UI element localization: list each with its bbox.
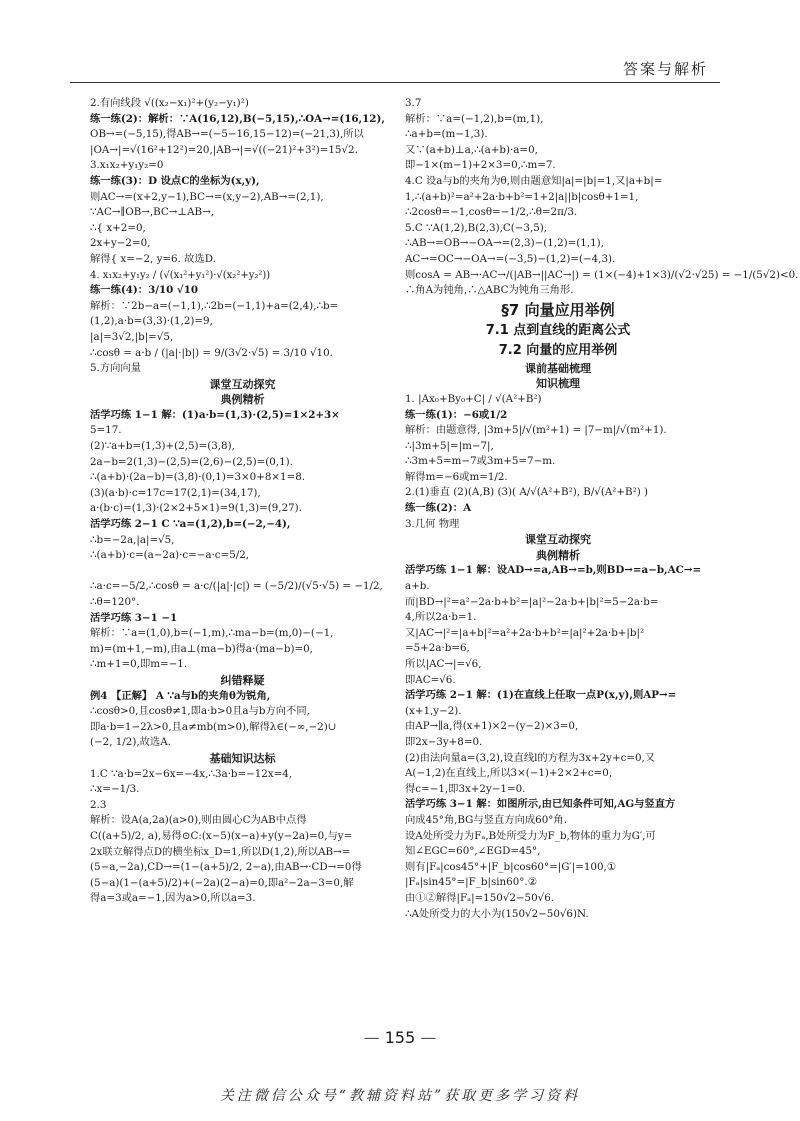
text-line: 5.方向向量 bbox=[90, 362, 142, 375]
text-line: ∴cosθ>0,且cosθ≠1,即a·b>0且a与b方向不同, bbox=[90, 705, 310, 718]
text-line: 1. |Ax₀+By₀+C| / √(A²+B²) bbox=[405, 392, 542, 405]
text-line: 练一练(1)：−6或1/2 bbox=[405, 408, 508, 421]
left-column bbox=[90, 96, 395, 907]
text-line: 5=17. bbox=[90, 424, 122, 437]
text-line: ∴a+b=(m−1,3). bbox=[405, 128, 488, 141]
text-line: ∴AB→=OB→−OA→=(2,3)−(1,2)=(1,1), bbox=[405, 237, 604, 250]
text-line: 即−1×(m−1)+2×3=0,∴m=7. bbox=[405, 159, 556, 172]
text-line: 2x联立解得点D的横坐标x_D=1,所以D(1,2),所以AB→= bbox=[90, 845, 351, 858]
text-line: (3)(a·b)·c=17c=17(2,1)=(34,17), bbox=[90, 486, 261, 499]
text-line: 3.7 bbox=[405, 97, 422, 109]
text-line: 则有|Fₐ|cos45°+|F_b|cos60°=|G′|=100,① bbox=[405, 860, 617, 873]
text-line: |Fₐ|sin45°=|F_b|sin60°.② bbox=[405, 876, 537, 889]
section-heading: 基础知识达标 bbox=[209, 751, 276, 765]
section-heading: 纠错释疑 bbox=[220, 673, 265, 687]
text-line: 所以|AC→|=√6, bbox=[405, 658, 482, 670]
text-line: 2.有向线段 √((x₂−x₁)²+(y₂−y₁)²) bbox=[90, 97, 249, 109]
page-number: — 155 — bbox=[363, 1028, 437, 1047]
text-line: 2.3 bbox=[90, 798, 107, 811]
text-line: 练一练(2)：解析：∵A(16,12),B(−5,15),∴OA→=(16,12), bbox=[90, 112, 385, 125]
text-line: ∴(a+b)·(2a−b)=(3,8)·(0,1)=3×0+8×1=8. bbox=[90, 471, 306, 484]
text-line: 活学巧练 3−1 −1 bbox=[90, 611, 178, 624]
text-line: 2x+y−2=0, bbox=[90, 237, 151, 250]
text-line: ∴m+1=0,即m=−1. bbox=[90, 658, 188, 671]
text-line: (x+1,y−2). bbox=[405, 704, 462, 717]
text-line: ∴3m+5=m−7或3m+5=7−m. bbox=[405, 455, 556, 468]
text-line: 2a−b=2(1,3)−(2,5)=(2,6)−(2,5)=(0,1). bbox=[90, 455, 293, 468]
section-heading: §7 向量应用举例 bbox=[501, 300, 615, 319]
text-line: 练一练(3)：D 设点C的坐标为(x,y), bbox=[90, 174, 260, 187]
text-line: 由AP→∥a,得(x+1)×2−(y−2)×3=0, bbox=[405, 720, 579, 733]
text-line: ∴A处所受力的大小为(150√2−50√6)N. bbox=[405, 907, 589, 920]
text-line: 则AC→=(x+2,y−1),BC→=(x,y−2),AB→=(2,1), bbox=[90, 190, 324, 203]
text-line: ∴cosθ = a·b / (|a|·|b|) = 9/(3√2·√5) = 3/10 √10. bbox=[90, 346, 333, 359]
text-line: 得c=−1,即3x+2y−1=0. bbox=[405, 782, 526, 795]
text-line: AC→=OC→−OA→=(−3,5)−(1,2)=(−4,3). bbox=[405, 252, 616, 265]
text-line: ∴x=−1/3. bbox=[90, 783, 140, 796]
text-line: 即AC=√6. bbox=[405, 673, 456, 686]
text-line: 4.C 设a与b的夹角为θ,则由题意知|a|=|b|=1,又|a+b|= bbox=[405, 174, 663, 187]
text-line: |OA→|=√(16²+12²)=20,|AB→|=√((−21)²+3²)=15√2. bbox=[90, 143, 358, 156]
text-line: 4,所以2a·b=1. bbox=[405, 611, 477, 624]
text-line: (5−a,−2a),CD→=(1−(a+5)/2, 2−a),由AB→·CD→=0得 bbox=[90, 861, 362, 874]
text-line: C((a+5)/2, a),易得⊙C:(x−5)(x−a)+y(y−2a)=0,与y= bbox=[90, 829, 353, 842]
text-line: 则cosA = AB→·AC→/(|AB→||AC→|) = (1×(−4)+1×3)/(√2·√25) = −1/(5√2)<0. bbox=[405, 268, 799, 281]
text-line: 5.C ∵A(1,2),B(2,3),C(−3,5), bbox=[405, 221, 548, 234]
text-line: 活学巧练 3−1 解：如图所示,由已知条件可知,AG与竖直方 bbox=[405, 798, 676, 811]
text-line: 活学巧练 2−1 C ∵a=(1,2),b=(−2,−4), bbox=[90, 518, 291, 531]
text-line: 解析：∵a=(1,0),b=(−1,m),∴ma−b=(m,0)−(−1, bbox=[90, 627, 334, 640]
text-line: (−2, 1/2),故选A. bbox=[90, 736, 171, 749]
text-line: ∴|3m+5|=|m−7|, bbox=[405, 439, 494, 452]
text-line: 即a·b=1−2λ>0,且a≠mb(m>0),解得λ∈(−∞,−2)∪ bbox=[90, 720, 337, 733]
text-line: 1,∴(a+b)²=a²+2a·b+b²=1+2|a||b|cosθ+1=1, bbox=[405, 190, 639, 203]
section-heading: 典例精析 bbox=[536, 548, 580, 562]
text-line: 向成45°角,BG与竖直方向成60°角. bbox=[405, 813, 567, 826]
text-line: 而|BD→|²=a²−2a·b+b²=|a|²−2a·b+|b|²=5−2a·b= bbox=[405, 595, 659, 608]
text-line: ∴{ x+2=0, bbox=[90, 221, 146, 234]
text-line: 得a=3或a=−1,因为a>0,所以a=3. bbox=[90, 892, 256, 905]
section-heading: 知识梳理 bbox=[536, 377, 580, 391]
text-line: 3.x₁x₂+y₁y₂=0 bbox=[90, 159, 164, 172]
right-column bbox=[405, 96, 799, 922]
text-line: 又|AC→|²=|a+b|²=a²+2a·b+b²=|a|²+2a·b+|b|² bbox=[405, 626, 645, 639]
text-line: 练一练(2)：A bbox=[405, 502, 472, 515]
text-line: 4. x₁x₂+y₁y₂ / (√(x₁²+y₁²)·√(x₂²+y₂²)) bbox=[90, 269, 271, 281]
text-line: 解得{ x=−2, y=6. 故选D. bbox=[90, 252, 216, 265]
text-line: 3.几何 物理 bbox=[405, 517, 460, 530]
text-line: (2)由法向量a=(3,2),设直线l的方程为3x+2y+c=0,又 bbox=[405, 751, 656, 764]
text-line: 例4 【正解】 A ∵a与b的夹角θ为锐角, bbox=[90, 689, 271, 702]
text-line: 活学巧练 1−1 解：设AD→=a,AB→=b,则BD→=a−b,AC→= bbox=[405, 564, 702, 577]
text-line: 解析：设A(a,2a)(a>0),则由圆心C为AB中点得 bbox=[90, 814, 307, 827]
text-line: a+b. bbox=[405, 580, 430, 593]
text-line: OB→=(−5,15),得AB→=(−5−16,15−12)=(−21,3),所以 bbox=[90, 128, 364, 141]
text-line: ∴a·c=−5/2,∴cosθ = a·c/(|a|·|c|) = (−5/2)/(√5·√5) = −1/2, bbox=[90, 580, 383, 593]
text-line: 练一练(4)：3/10 √10 bbox=[90, 284, 199, 297]
text-line: 知∠EGC=60°,∠EGD=45°, bbox=[405, 845, 541, 858]
section-heading: 课前基础梳理 bbox=[525, 361, 591, 375]
text-line: 解得m=−6或m=1/2. bbox=[405, 470, 508, 483]
text-line: 即2x−3y+8=0. bbox=[405, 735, 483, 748]
text-line: ∴b=−2a,|a|=√5, bbox=[90, 533, 175, 546]
text-line: ∴θ=120°. bbox=[90, 596, 140, 608]
text-line: 活学巧练 2−1 解：(1)在直线上任取一点P(x,y),则AP→= bbox=[405, 689, 677, 702]
text-line: 解析：∵2b−a=(−1,1),∴2b=(−1,1)+a=(2,4),∴b= bbox=[90, 299, 339, 312]
text-line: (1,2),a·b=(3,3)·(1,2)=9, bbox=[90, 315, 213, 328]
text-line: |a|=3√2,|b|=√5, bbox=[90, 330, 174, 343]
text-line: 活学巧练 1−1 解：(1)a·b=(1,3)·(2,5)=1×2+3× bbox=[90, 408, 340, 421]
section-heading: 7.1 点到直线的距离公式 bbox=[485, 322, 631, 338]
section-heading: 7.2 向量的应用举例 bbox=[498, 342, 618, 358]
text-line: a·(b·c)=(1,3)·(2×2+5×1)=9(1,3)=(9,27). bbox=[90, 502, 302, 515]
text-line: (2)∵a+b=(1,3)+(2,5)=(3,8), bbox=[90, 440, 235, 453]
section-heading: 课堂互动探究 bbox=[209, 377, 276, 391]
footer-note: 关注微信公众号“教辅资料站”获取更多学习资料 bbox=[219, 1088, 581, 1104]
text-line: 又∵(a+b)⊥a,∴(a+b)·a=0, bbox=[405, 143, 538, 156]
text-line: 2.(1)垂直 (2)(A,B) (3)( A/√(A²+B²), B/√(A²+B²) ) bbox=[405, 486, 649, 499]
text-line: ∴角A为钝角,∴△ABC为钝角三角形. bbox=[405, 284, 574, 297]
text-line: =5+2a·b=6, bbox=[405, 642, 470, 655]
text-line: 解析：∵a=(−1,2),b=(m,1), bbox=[405, 112, 544, 125]
page-number-value: 155 bbox=[384, 1028, 416, 1047]
text-line: ∴(a+b)·c=(a−2a)·c=−a·c=5/2, bbox=[90, 549, 250, 562]
text-line: ∵AC→∥OB→,BC→⊥AB→, bbox=[90, 206, 215, 219]
text-line bbox=[90, 564, 395, 580]
text-line: m)=(m+1,−m),由a⊥(ma−b)得a·(ma−b)=0, bbox=[90, 642, 313, 655]
section-heading: 典例精析 bbox=[220, 393, 265, 407]
text-line: 1.C ∵a·b=2x−6x=−4x,∴3a·b=−12x=4, bbox=[90, 767, 293, 780]
text-line: A(−1,2)在直线上,所以3×(−1)+2×2+c=0, bbox=[405, 767, 613, 780]
text-line: (5−a)(1−(a+5)/2)+(−2a)(2−a)=0,即a²−2a−3=0,解 bbox=[90, 876, 354, 889]
text-line: 解析：由题意得, |3m+5|/√(m²+1) = |7−m|/√(m²+1). bbox=[405, 424, 667, 437]
text-line: 由①②解得|Fₐ|=150√2−50√6. bbox=[405, 891, 555, 904]
text-line: 设A处所受力为Fₐ,B处所受力为F_b,物体的重力为G′,可 bbox=[405, 829, 656, 842]
section-heading: 课堂互动探究 bbox=[525, 533, 591, 547]
page-header bbox=[70, 52, 720, 83]
text-line: ∴2cosθ=−1,cosθ=−1/2,∴θ=2π/3. bbox=[405, 206, 578, 219]
header-title: 答案与解析 bbox=[622, 60, 708, 78]
